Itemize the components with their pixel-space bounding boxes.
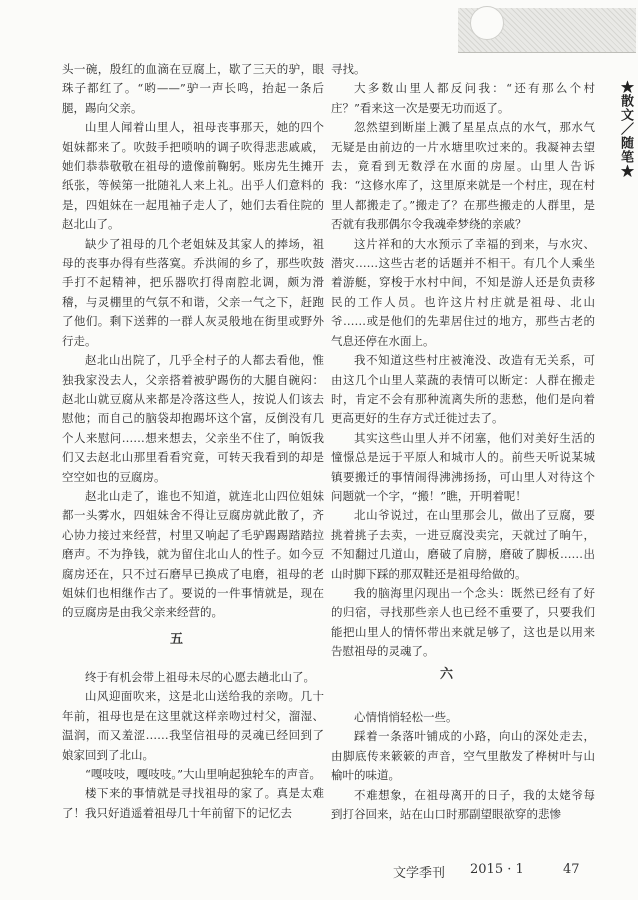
header-rule (458, 52, 636, 53)
paragraph: 心情悄悄轻松一些。 (354, 710, 458, 724)
section-tab: ★散文／随笔★ (618, 80, 633, 178)
right-column-top (331, 60, 595, 662)
page-number: 47 (563, 862, 580, 877)
journal-name: 文学季刊 (393, 866, 446, 881)
paragraph: 忽然望到断崖上溅了星星点点的水气，那水气无疑是由前边的一片水塘里吹过来的。我凝神去望去，竟看到无数浮在水面的房屋。山里人告诉我：“这修水库了，这里原来就是一个村庄，现在村里人都搬走了。”搬走了？在那些搬走的人群里，是否就有我那偶尔令我魂牵梦绕的亲戚？ (331, 120, 595, 232)
paragraph: 我的脑海里闪现出一个念头：既然已经有了好的归宿，寻找那些亲人也已经不重要了，只要我们能把山里人的情怀带出来就足够了，这也是以用来告慰祖母的灵魂了。 (331, 585, 595, 659)
paragraph: 北山爷说过，在山里那会儿，做出了豆腐，要挑着挑子去卖，一进豆腐没卖完，天就过了晌午，不知翻过几道山，磨破了肩膀，磨破了脚板……出山时脚下踩的那双鞋还是祖母给做的。 (331, 508, 595, 581)
left-column-bottom (62, 668, 324, 823)
paragraph: 我不知道这些村庄被淹没、改造有无关系，可由这几个山里人菜蔬的表情可以断定：人群在搬走时，肯定不会有那种流离失所的悲愁，他们是向着更高更好的生存方式迁徙过去了。 (331, 353, 595, 426)
paragraph: 不难想象，在祖母离开的日子，我的太姥爷每到打谷回来，站在山口时那副望眼欲穿的悲惨 (331, 787, 595, 822)
paragraph: 赵北山走了，谁也不知道，就连北山四位姐妹都一头雾水，四姐妹舍不得让豆腐房就此散了，齐心协力接过来经营，村里又响起了毛驴踢踢踏踏拉磨声。不为挣钱，就为留住北山人的性子。如今豆腐房还在，只不过石磨早已换成了电磨，祖母的老姐妹们也相继作古了。要说的一件事情就是，现在的豆腐房是由我父亲来经营的。 (62, 488, 324, 620)
paragraph: 终于有机会带上祖母未尽的心愿去趟北山了。 (85, 670, 315, 684)
right-column-bottom (331, 708, 595, 824)
section-heading-five: 五 (170, 632, 184, 647)
paragraph: 其实这些山里人并不闭塞，他们对美好生活的憧憬总是远于平原人和城市人的。前些天听说某城镇要搬迁的事情闹得沸沸扬扬，可山里人对待这个问题就一个字，“搬！”瞧，开明着呢！ (331, 430, 595, 503)
paragraph: 大多数山里人都反问我：“还有那么个村庄？”看来这一次是要无功而返了。 (331, 81, 595, 115)
header-decoration (458, 8, 636, 52)
paragraph: 寻找。 (331, 62, 366, 76)
issue-number: 2015 · 1 (470, 862, 524, 877)
paragraph: 头一碗，殷红的血滴在豆腐上，歇了三天的驴，眼珠子都红了。“哟——”驴一声长鸣，抬起一条后腿，踢向父亲。 (62, 62, 324, 115)
paragraph: 这片祥和的大水预示了幸福的到来，与水灾、潜灾……这些古老的话题并不相干。有几个人乘坐着游艇，穿梭于水村中间，不知是游人还是负责移民的工作人员。也许这片村庄就是祖母、北山爷……或是他们的先辈居住过的地方，那些古老的气息还停在水面上。 (331, 236, 595, 348)
paragraph: 踩着一条落叶铺成的小路，向山的深处走去，由脚底传来簌簌的声音，空气里散发了桦树叶与山榆叶的味道。 (331, 729, 595, 783)
paragraph: 楼下来的事情就是寻找祖母的家了。真是太难了！我只好逍遥着祖母几十年前留下的记忆去 (62, 786, 324, 820)
left-column-top (62, 60, 324, 623)
section-heading-six: 六 (440, 667, 454, 682)
paragraph: “嘎吱吱，嘎吱吱。”大山里响起独轮车的声音。 (85, 767, 322, 782)
paragraph: 赵北山出院了，几乎全村子的人都去看他，惟独我家没去人，父亲搭着被驴踢伤的大腿自碗闷：赵北山就豆腐从来都是冷落这些人，按说人们该去慰他；而自己的脑袋却抱踢坏这个富，反倒没有几个人来慰问……想来想去，父亲坐不住了，晌饭我们又去赵北山那里看看究竟，可转天我看到的却是空空如也的豆腐房。 (62, 353, 324, 484)
paragraph: 山风迎面吹来，这是北山送给我的亲吻。几十年前，祖母也是在这里就这样亲吻过村父，溜湿、温润，而又羞涩……我坚信祖母的灵魂已经回到了娘家回到了北山。 (62, 689, 324, 762)
paragraph: 山里人闻着山里人，祖母丧事那天，她的四个姐妹都来了。吹鼓手把唢呐的调子吹得悲悲戚戚，她们恭恭敬敬在祖母的遗像前鞠躬。账房先生摊开纸张，等候第一批随礼人来上礼。出乎人们意料的是，四姐妹在一起甩袖子走人了，她们去看住院的赵北山了。 (62, 120, 324, 232)
paragraph: 缺少了祖母的几个老姐妹及其家人的捧场，祖母的丧事办得有些落寞。乔洪闹的乡了，那些吹鼓手打不起精神，把乐器吹打得南腔北调，颇为滑稽，与灵棚里的气氛不和谐，父亲一气之下，赶跑了他们。剩下送葬的一群人灰灵般地在街里或野外行走。 (62, 236, 324, 348)
